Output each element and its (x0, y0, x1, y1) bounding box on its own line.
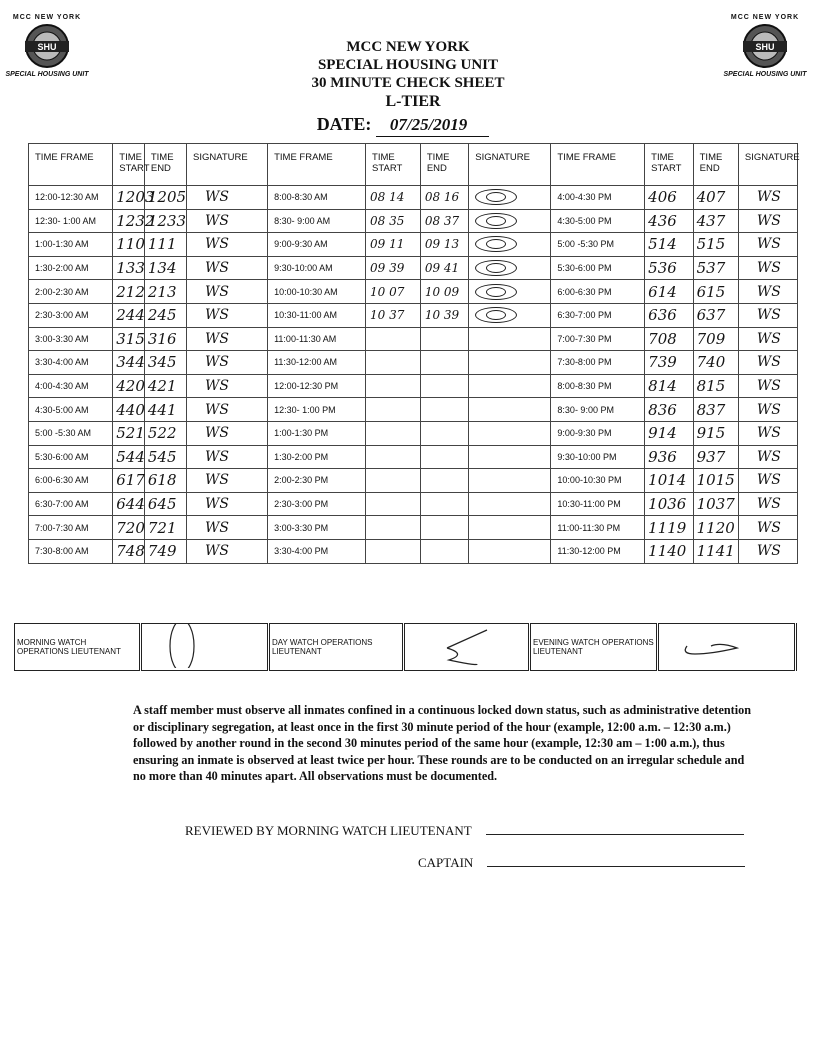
signature-cell[interactable]: WS (738, 539, 797, 563)
time-frame-cell: 8:30- 9:00 PM (551, 398, 645, 422)
time-start-cell[interactable]: 10 37 (366, 303, 421, 327)
signature-cell[interactable]: WS (186, 516, 267, 540)
evening-watch-label: EVENING WATCH OPERATIONS LIEUTENANT (530, 624, 658, 671)
col-header: TIME START (645, 144, 693, 186)
time-start-cell[interactable]: 1232 (113, 209, 145, 233)
time-end-cell[interactable]: 1141 (693, 539, 738, 563)
time-start-cell[interactable]: 406 (645, 186, 693, 210)
time-end-cell[interactable]: 437 (693, 209, 738, 233)
time-frame-cell: 4:00-4:30 AM (29, 374, 113, 398)
time-start-cell[interactable] (366, 539, 421, 563)
time-start-cell[interactable]: 440 (113, 398, 145, 422)
header-line-3: 30 MINUTE CHECK SHEET (311, 75, 505, 91)
time-start-cell[interactable]: 720 (113, 516, 145, 540)
time-start-cell[interactable]: 436 (645, 209, 693, 233)
time-start-cell[interactable]: 09 39 (366, 256, 421, 280)
time-end-cell[interactable] (420, 421, 468, 445)
signature-cell[interactable] (469, 398, 551, 422)
signature-cell[interactable] (469, 303, 551, 327)
signature-cell[interactable]: WS (186, 492, 267, 516)
time-end-cell[interactable]: 915 (693, 421, 738, 445)
col-header: TIME END (144, 144, 186, 186)
time-frame-cell: 7:00-7:30 PM (551, 327, 645, 351)
time-frame-cell: 9:00-9:30 AM (268, 233, 366, 257)
signature-cell[interactable]: WS (186, 445, 267, 469)
time-end-cell[interactable] (420, 327, 468, 351)
time-start-cell[interactable]: 1140 (645, 539, 693, 563)
signature-cell[interactable]: WS (738, 280, 797, 304)
time-start-cell[interactable] (366, 351, 421, 375)
col-header: TIME END (420, 144, 468, 186)
date-label: DATE: (316, 114, 372, 134)
signature-cell[interactable]: WS (186, 209, 267, 233)
time-end-cell[interactable]: 721 (144, 516, 186, 540)
signature-scribble-icon (661, 624, 791, 668)
signature-scribble-icon (407, 624, 527, 668)
time-frame-cell: 1:30-2:00 AM (29, 256, 113, 280)
review-label: REVIEWED BY MORNING WATCH LIEUTENANT (185, 823, 472, 838)
time-frame-cell: 2:00-2:30 AM (29, 280, 113, 304)
table-row (29, 374, 798, 398)
time-frame-cell: 5:00 -5:30 PM (551, 233, 645, 257)
time-start-cell[interactable]: 614 (645, 280, 693, 304)
time-frame-cell: 9:00-9:30 PM (551, 421, 645, 445)
time-end-cell[interactable]: 615 (693, 280, 738, 304)
time-start-cell[interactable]: 536 (645, 256, 693, 280)
table-row (29, 539, 798, 563)
signature-cell[interactable] (469, 327, 551, 351)
signature-cell[interactable] (469, 256, 551, 280)
time-frame-cell: 11:00-11:30 PM (551, 516, 645, 540)
time-end-cell[interactable]: 09 41 (420, 256, 468, 280)
table-row (29, 445, 798, 469)
signature-cell[interactable]: WS (186, 327, 267, 351)
col-header: SIGNATURE (186, 144, 267, 186)
time-start-cell[interactable]: 814 (645, 374, 693, 398)
table-row (29, 233, 798, 257)
time-start-cell[interactable] (366, 327, 421, 351)
time-end-cell[interactable]: 815 (693, 374, 738, 398)
signature-cell[interactable]: WS (738, 374, 797, 398)
time-end-cell[interactable]: 618 (144, 469, 186, 493)
signature-cell[interactable] (469, 374, 551, 398)
time-end-cell[interactable] (420, 539, 468, 563)
time-end-cell[interactable]: 1015 (693, 469, 738, 493)
time-frame-cell: 8:00-8:30 AM (268, 186, 366, 210)
time-frame-cell: 5:30-6:00 PM (551, 256, 645, 280)
time-end-cell[interactable]: 407 (693, 186, 738, 210)
time-start-cell[interactable] (366, 421, 421, 445)
time-start-cell[interactable]: 544 (113, 445, 145, 469)
time-start-cell[interactable]: 1203 (113, 186, 145, 210)
time-start-cell[interactable]: 315 (113, 327, 145, 351)
review-signature-line[interactable] (486, 834, 744, 835)
time-frame-cell: 12:00-12:30 PM (268, 374, 366, 398)
time-end-cell[interactable]: 1037 (693, 492, 738, 516)
review-line (185, 823, 744, 839)
time-end-cell[interactable]: 1205 (144, 186, 186, 210)
tier-label: L-TIER (385, 93, 441, 110)
time-start-cell[interactable]: 739 (645, 351, 693, 375)
time-start-cell[interactable] (366, 469, 421, 493)
day-watch-signature[interactable] (404, 624, 530, 671)
time-frame-cell: 10:30-11:00 PM (551, 492, 645, 516)
time-frame-cell: 6:00-6:30 AM (29, 469, 113, 493)
time-end-cell[interactable]: 441 (144, 398, 186, 422)
signature-cell[interactable]: WS (738, 516, 797, 540)
time-end-cell[interactable]: 08 16 (420, 186, 468, 210)
signature-cell[interactable]: WS (186, 351, 267, 375)
time-start-cell[interactable]: 521 (113, 421, 145, 445)
signature-cell[interactable]: WS (186, 374, 267, 398)
table-row (29, 209, 798, 233)
time-start-cell[interactable]: 617 (113, 469, 145, 493)
signature-scribble-icon (144, 624, 264, 668)
time-end-cell[interactable]: 637 (693, 303, 738, 327)
evening-watch-signature[interactable] (658, 624, 796, 671)
time-frame-cell: 5:00 -5:30 AM (29, 421, 113, 445)
header-line-1: MCC NEW YORK (346, 39, 470, 55)
captain-label: CAPTAIN (418, 855, 474, 870)
time-frame-cell: 8:30- 9:00 AM (268, 209, 366, 233)
time-end-cell[interactable]: 09 13 (420, 233, 468, 257)
time-start-cell[interactable] (366, 492, 421, 516)
initials-oval-signature-icon (475, 189, 517, 205)
time-frame-cell: 3:30-4:00 PM (268, 539, 366, 563)
table-row (29, 492, 798, 516)
col-header: TIME FRAME (268, 144, 366, 186)
signature-cell[interactable] (469, 492, 551, 516)
time-start-cell[interactable]: 08 14 (366, 186, 421, 210)
time-end-cell[interactable]: 937 (693, 445, 738, 469)
logo-bottom-text: SPECIAL HOUSING UNIT (5, 71, 89, 78)
time-end-cell[interactable]: 645 (144, 492, 186, 516)
time-end-cell[interactable]: 837 (693, 398, 738, 422)
signature-cell[interactable]: WS (738, 186, 797, 210)
time-frame-cell: 3:30-4:00 AM (29, 351, 113, 375)
signature-cell[interactable]: WS (738, 445, 797, 469)
time-frame-cell: 2:30-3:00 PM (268, 492, 366, 516)
time-start-cell[interactable]: 344 (113, 351, 145, 375)
time-start-cell[interactable]: 836 (645, 398, 693, 422)
signature-cell[interactable]: WS (186, 539, 267, 563)
signature-cell[interactable]: WS (738, 421, 797, 445)
time-frame-cell: 7:30-8:00 AM (29, 539, 113, 563)
time-frame-cell: 4:30-5:00 PM (551, 209, 645, 233)
signature-cell[interactable] (469, 280, 551, 304)
col-header: TIME START (113, 144, 145, 186)
col-header: TIME END (693, 144, 738, 186)
signature-cell[interactable]: WS (186, 469, 267, 493)
time-end-cell[interactable] (420, 469, 468, 493)
time-frame-cell: 4:30-5:00 AM (29, 398, 113, 422)
signature-cell[interactable]: WS (186, 186, 267, 210)
signature-cell[interactable] (469, 469, 551, 493)
watch-signature-table (14, 623, 797, 671)
time-start-cell[interactable]: 636 (645, 303, 693, 327)
time-frame-cell: 9:30-10:00 AM (268, 256, 366, 280)
time-start-cell[interactable]: 914 (645, 421, 693, 445)
time-start-cell[interactable] (366, 516, 421, 540)
time-frame-cell: 10:00-10:30 AM (268, 280, 366, 304)
morning-watch-label: MORNING WATCH OPERATIONS LIEUTENANT (15, 624, 141, 671)
time-start-cell[interactable]: 1014 (645, 469, 693, 493)
signature-cell[interactable]: WS (738, 256, 797, 280)
time-end-cell[interactable]: 1120 (693, 516, 738, 540)
time-end-cell[interactable]: 740 (693, 351, 738, 375)
logo-top-text: MCC NEW YORK (12, 14, 82, 21)
time-end-cell[interactable]: 345 (144, 351, 186, 375)
signature-cell[interactable]: WS (738, 492, 797, 516)
time-start-cell[interactable]: 212 (113, 280, 145, 304)
time-end-cell[interactable]: 515 (693, 233, 738, 257)
time-start-cell[interactable]: 514 (645, 233, 693, 257)
signature-cell[interactable]: WS (738, 327, 797, 351)
time-start-cell[interactable]: 708 (645, 327, 693, 351)
time-frame-cell: 2:00-2:30 PM (268, 469, 366, 493)
time-start-cell[interactable]: 1119 (645, 516, 693, 540)
signature-cell[interactable]: WS (738, 209, 797, 233)
time-end-cell[interactable]: 134 (144, 256, 186, 280)
captain-line (418, 855, 745, 871)
signature-cell[interactable] (469, 445, 551, 469)
time-start-cell[interactable]: 09 11 (366, 233, 421, 257)
signature-cell[interactable]: WS (738, 233, 797, 257)
time-end-cell[interactable]: 111 (144, 233, 186, 257)
time-frame-cell: 8:00-8:30 PM (551, 374, 645, 398)
signature-cell[interactable]: WS (186, 303, 267, 327)
time-start-cell[interactable] (366, 398, 421, 422)
time-frame-cell: 10:30-11:00 AM (268, 303, 366, 327)
time-frame-cell: 6:30-7:00 PM (551, 303, 645, 327)
time-end-cell[interactable]: 522 (144, 421, 186, 445)
time-end-cell[interactable]: 213 (144, 280, 186, 304)
captain-signature-line[interactable] (487, 866, 745, 867)
time-end-cell[interactable] (420, 398, 468, 422)
time-frame-cell: 11:30-12:00 AM (268, 351, 366, 375)
time-frame-cell: 1:00-1:30 PM (268, 421, 366, 445)
col-header: TIME FRAME (551, 144, 645, 186)
col-header: TIME FRAME (29, 144, 113, 186)
table-row (29, 256, 798, 280)
time-start-cell[interactable]: 644 (113, 492, 145, 516)
signature-cell[interactable]: WS (738, 398, 797, 422)
time-end-cell[interactable]: 749 (144, 539, 186, 563)
time-frame-cell: 10:00-10:30 PM (551, 469, 645, 493)
time-start-cell[interactable]: 244 (113, 303, 145, 327)
time-frame-cell: 1:00-1:30 AM (29, 233, 113, 257)
initials-oval-signature-icon (475, 260, 517, 276)
time-start-cell[interactable]: 08 35 (366, 209, 421, 233)
date-value: 07/25/2019 (376, 114, 489, 137)
time-start-cell[interactable]: 936 (645, 445, 693, 469)
time-start-cell[interactable]: 10 07 (366, 280, 421, 304)
signature-cell[interactable] (469, 351, 551, 375)
signature-cell[interactable]: WS (738, 303, 797, 327)
time-frame-cell: 7:30-8:00 PM (551, 351, 645, 375)
initials-oval-signature-icon (475, 213, 517, 229)
time-frame-cell: 12:00-12:30 AM (29, 186, 113, 210)
time-start-cell[interactable] (366, 445, 421, 469)
initials-oval-signature-icon (475, 284, 517, 300)
col-header: TIME START (366, 144, 421, 186)
instructions-paragraph: A staff member must observe all inmates confined in a continuous locked down status, such as administrative detention or disciplinary segregation, at least once in the first 30 minute period of the hour (example, 12:00 a.m. – 12:30 a.m.) followed by another round in the second 30 minutes period of the same hour (example, 12:30 am – 1:00 a.m.), thus ensuring an inmate is observed at least twice per hour. These rounds are to be conducted on an irregular schedule and no more than 40 minutes apart. All observations must be documented. (133, 703, 751, 783)
time-end-cell[interactable] (420, 516, 468, 540)
signature-cell[interactable]: WS (186, 256, 267, 280)
time-frame-cell: 6:30-7:00 AM (29, 492, 113, 516)
signature-cell[interactable] (469, 539, 551, 563)
date-row (0, 113, 816, 137)
time-end-cell[interactable]: 10 39 (420, 303, 468, 327)
time-start-cell[interactable]: 420 (113, 374, 145, 398)
emblem-text: SHU (755, 42, 775, 52)
time-start-cell[interactable]: 748 (113, 539, 145, 563)
time-frame-cell: 1:30-2:00 PM (268, 445, 366, 469)
signature-cell[interactable]: WS (738, 469, 797, 493)
signature-cell[interactable]: WS (186, 398, 267, 422)
table-row (29, 351, 798, 375)
signature-cell[interactable] (469, 516, 551, 540)
table-row (29, 186, 798, 210)
signature-cell[interactable]: WS (186, 280, 267, 304)
time-frame-cell: 7:00-7:30 AM (29, 516, 113, 540)
table-header-row (29, 144, 798, 186)
initials-oval-signature-icon (475, 236, 517, 252)
time-frame-cell: 12:30- 1:00 PM (268, 398, 366, 422)
time-end-cell[interactable]: 245 (144, 303, 186, 327)
table-row (29, 421, 798, 445)
time-end-cell[interactable] (420, 374, 468, 398)
time-end-cell[interactable]: 421 (144, 374, 186, 398)
table-row (29, 280, 798, 304)
time-start-cell[interactable]: 110 (113, 233, 145, 257)
emblem-text: SHU (37, 42, 57, 52)
watch-row (15, 624, 796, 671)
table-row (29, 303, 798, 327)
time-frame-cell: 12:30- 1:00 AM (29, 209, 113, 233)
check-sheet-table (28, 143, 798, 564)
time-frame-cell: 4:00-4:30 PM (551, 186, 645, 210)
logo-bottom-text: SPECIAL HOUSING UNIT (723, 71, 807, 78)
time-frame-cell: 11:00-11:30 AM (268, 327, 366, 351)
table-row (29, 516, 798, 540)
time-start-cell[interactable]: 133 (113, 256, 145, 280)
time-frame-cell: 9:30-10:00 PM (551, 445, 645, 469)
signature-cell[interactable] (469, 233, 551, 257)
time-end-cell[interactable]: 316 (144, 327, 186, 351)
sheet-header (0, 38, 816, 137)
time-frame-cell: 2:30-3:00 AM (29, 303, 113, 327)
signature-cell[interactable]: WS (186, 233, 267, 257)
morning-watch-signature[interactable] (141, 624, 269, 671)
time-end-cell[interactable] (420, 492, 468, 516)
header-line-2: SPECIAL HOUSING UNIT (317, 57, 499, 73)
time-frame-cell: 3:00-3:30 AM (29, 327, 113, 351)
time-end-cell[interactable]: 10 09 (420, 280, 468, 304)
signature-cell[interactable]: WS (738, 351, 797, 375)
signature-cell[interactable] (469, 421, 551, 445)
logo-top-text: MCC NEW YORK (730, 14, 800, 21)
time-frame-cell: 11:30-12:00 PM (551, 539, 645, 563)
time-start-cell[interactable]: 1036 (645, 492, 693, 516)
time-start-cell[interactable] (366, 374, 421, 398)
initials-oval-signature-icon (475, 307, 517, 323)
time-end-cell[interactable]: 537 (693, 256, 738, 280)
table-row (29, 398, 798, 422)
signature-cell[interactable] (469, 186, 551, 210)
time-frame-cell: 5:30-6:00 AM (29, 445, 113, 469)
time-end-cell[interactable]: 08 37 (420, 209, 468, 233)
time-frame-cell: 3:00-3:30 PM (268, 516, 366, 540)
time-end-cell[interactable]: 709 (693, 327, 738, 351)
col-header: SIGNATURE (738, 144, 797, 186)
day-watch-label: DAY WATCH OPERATIONS LIEUTENANT (269, 624, 404, 671)
time-end-cell[interactable]: 1233 (144, 209, 186, 233)
table-row (29, 327, 798, 351)
time-end-cell[interactable] (420, 351, 468, 375)
time-end-cell[interactable] (420, 445, 468, 469)
time-frame-cell: 6:00-6:30 PM (551, 280, 645, 304)
signature-cell[interactable] (469, 209, 551, 233)
signature-cell[interactable]: WS (186, 421, 267, 445)
time-end-cell[interactable]: 545 (144, 445, 186, 469)
col-header: SIGNATURE (469, 144, 551, 186)
table-row (29, 469, 798, 493)
